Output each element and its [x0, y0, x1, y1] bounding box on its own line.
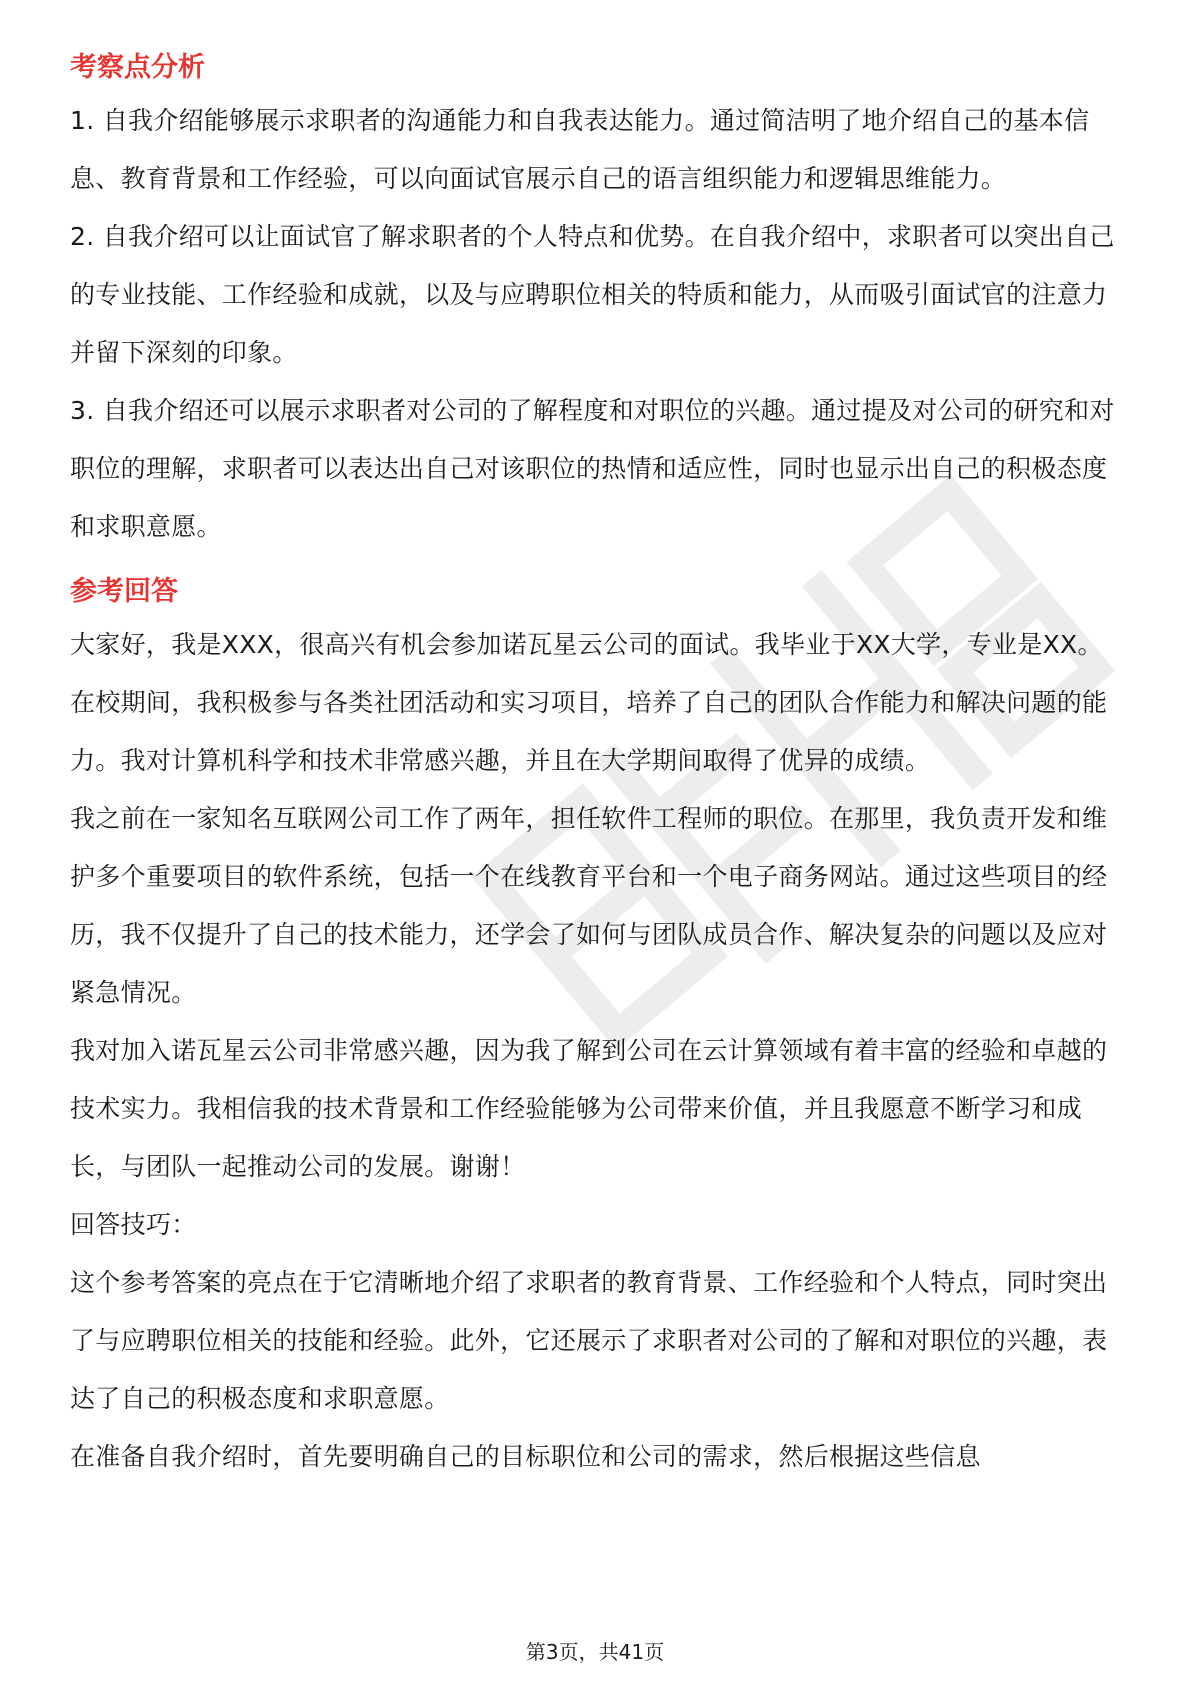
main-content — [70, 44, 1120, 1486]
answer-paragraph: 我之前在一家知名互联网公司工作了两年，担任软件工程师的职位。在那里，我负责开发和维护多个重要项目的软件系统，包括一个在线教育平台和一个电子商务网站。通过这些项目的经历，我不仅提升了自己的技术能力，还学会了如何与团队成员合作、解决复杂的问题以及应对紧急情况。 — [70, 804, 1108, 1007]
answer-paragraph: 在准备自我介绍时，首先要明确自己的目标职位和公司的需求，然后根据这些信息 — [70, 1442, 981, 1471]
analysis-paragraph: 2. 自我介绍可以让面试官了解求职者的个人特点和优势。在自我介绍中，求职者可以突出自己的专业技能、工作经验和成就，以及与应聘职位相关的特质和能力，从而吸引面试官的注意力并留下深刻的印象。 — [70, 222, 1115, 367]
section-heading-analysis: 考察点分析 — [70, 52, 205, 83]
answer-paragraph: 大家好，我是XXX，很高兴有机会参加诺瓦星云公司的面试。我毕业于XX大学，专业是XX。在校期间，我积极参与各类社团活动和实习项目，培养了自己的团队合作能力和解决问题的能力。我对计算机科学和技术非常感兴趣，并且在大学期间取得了优异的成绩。 — [70, 630, 1108, 775]
analysis-paragraph: 3. 自我介绍还可以展示求职者对公司的了解程度和对职位的兴趣。通过提及对公司的研究和对职位的理解，求职者可以表达出自己对该职位的热情和适应性，同时也显示出自己的积极态度和求职意愿。 — [70, 396, 1115, 541]
page-number: 第3页，共41页 — [525, 1640, 665, 1664]
analysis-paragraph: 1. 自我介绍能够展示求职者的沟通能力和自我表达能力。通过简洁明了地介绍自己的基本信息、教育背景和工作经验，可以向面试官展示自己的语言组织能力和逻辑思维能力。 — [70, 106, 1090, 193]
answer-tips-label: 回答技巧： — [70, 1210, 197, 1239]
answer-paragraph: 这个参考答案的亮点在于它清晰地介绍了求职者的教育背景、工作经验和个人特点，同时突出了与应聘职位相关的技能和经验。此外，它还展示了求职者对公司的了解和对职位的兴趣，表达了自己的积极态度和求职意愿。 — [70, 1268, 1108, 1413]
section-heading-answer: 参考回答 — [70, 576, 178, 607]
answer-paragraph: 我对加入诺瓦星云公司非常感兴趣，因为我了解到公司在云计算领域有着丰富的经验和卓越的技术实力。我相信我的技术背景和工作经验能够为公司带来价值，并且我愿意不断学习和成长，与团队一起推动公司的发展。谢谢！ — [70, 1036, 1108, 1181]
